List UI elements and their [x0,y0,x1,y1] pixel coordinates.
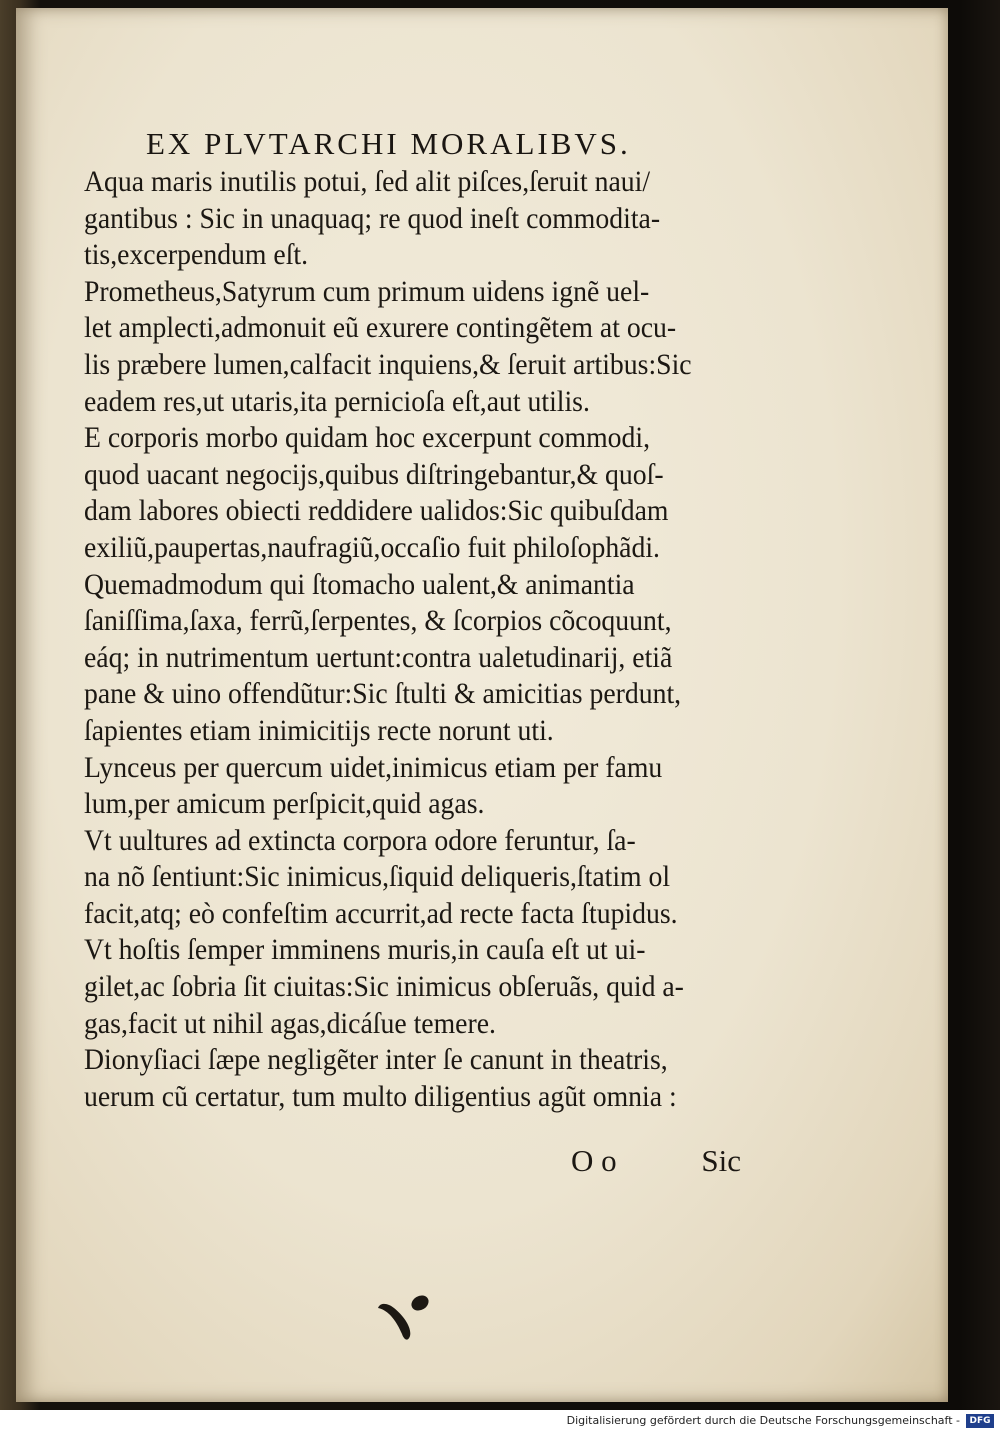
text-line: facit,atq; eò confeſtim accurrit,ad recte facta ſtupidus. [84,897,678,930]
text-line: gas,facit ut nihil agas,dicáſue temere. [84,1007,496,1040]
text-line: uerum cũ certatur, tum multo diligentius agũt omnia : [84,1080,677,1113]
text-line: dam labores obiecti reddidere ualidos:Sic quibuſdam [84,495,669,528]
text-line: Vt hoſtis ſemper imminens muris,in cauſa eſt ut ui- [84,934,646,967]
text-line: Prometheus,Satyrum cum primum uidens ignẽ uel- [84,275,650,308]
signature-mark: O o [571,1143,617,1178]
text-line: exiliũ,paupertas,naufragiũ,occaſio fuit philoſophãdi. [84,531,660,564]
text-line: pane & uino offendũtur:Sic ſtulti & amicitias perdunt, [84,678,682,711]
text-line: ſaniſſima,ſaxa, ferrũ,ſerpentes, & ſcorpios cõcoquunt, [84,605,672,638]
text-line: lis præbere lumen,calfacit inquiens,& ſeruit artibus:Sic [84,348,692,381]
body-text [84,164,704,1115]
book-page [16,8,948,1402]
text-line: eadem res,ut utaris,ita pernicioſa eſt,aut utilis. [84,385,590,418]
text-line: eáq; in nutrimentum uertunt:contra ualetudinarij, etiã [84,641,673,674]
text-line: gilet,ac ſobria ſit ciuitas:Sic inimicus obſeruãs, quid a- [84,971,684,1004]
text-line: na nõ ſentiunt:Sic inimicus,ſiquid deliqueris,ſtatim ol [84,861,671,894]
catchword: Sic [701,1143,741,1178]
text-line: let amplecti,admonuit eũ exurere contingẽtem at ocu- [84,312,677,345]
text-line: Quemadmodum qui ſtomacho ualent,& animantia [84,568,635,601]
text-line: Vt uultures ad extincta corpora odore feruntur, ſa- [84,824,636,857]
ink-mark-icon [374,1290,434,1350]
text-line: quod uacant negocijs,quibus diſtringebantur,& quoſ- [84,458,664,491]
text-line: tis,excerpendum eſt. [84,239,309,272]
text-line: Dionyſiaci ſæpe negligẽter inter ſe canunt in theatris, [84,1044,668,1077]
running-title: EX PLVTARCHI MORALIBVS. [146,126,631,161]
text-line: ſapientes etiam inimicitijs recte norunt uti. [84,714,554,747]
text-line: gantibus : Sic in unaquaq; re quod ineſt commodita- [84,202,661,235]
credit-text: Digitalisierung gefördert durch die Deutsche Forschungsgemeinschaft - [566,1414,960,1427]
text-line: E corporis morbo quidam hoc excerpunt commodi, [84,422,651,455]
dfg-logo: DFG [966,1414,994,1428]
text-line: Lynceus per quercum uidet,inimicus etiam per famu [84,751,663,784]
credit-strip [0,1410,1000,1433]
text-line: lum,per amicum perſpicit,quid agas. [84,788,485,821]
page-footer [571,1143,741,1179]
text-line: Aqua maris inutilis potui, ſed alit piſces,ſeruit naui/ [84,166,651,198]
